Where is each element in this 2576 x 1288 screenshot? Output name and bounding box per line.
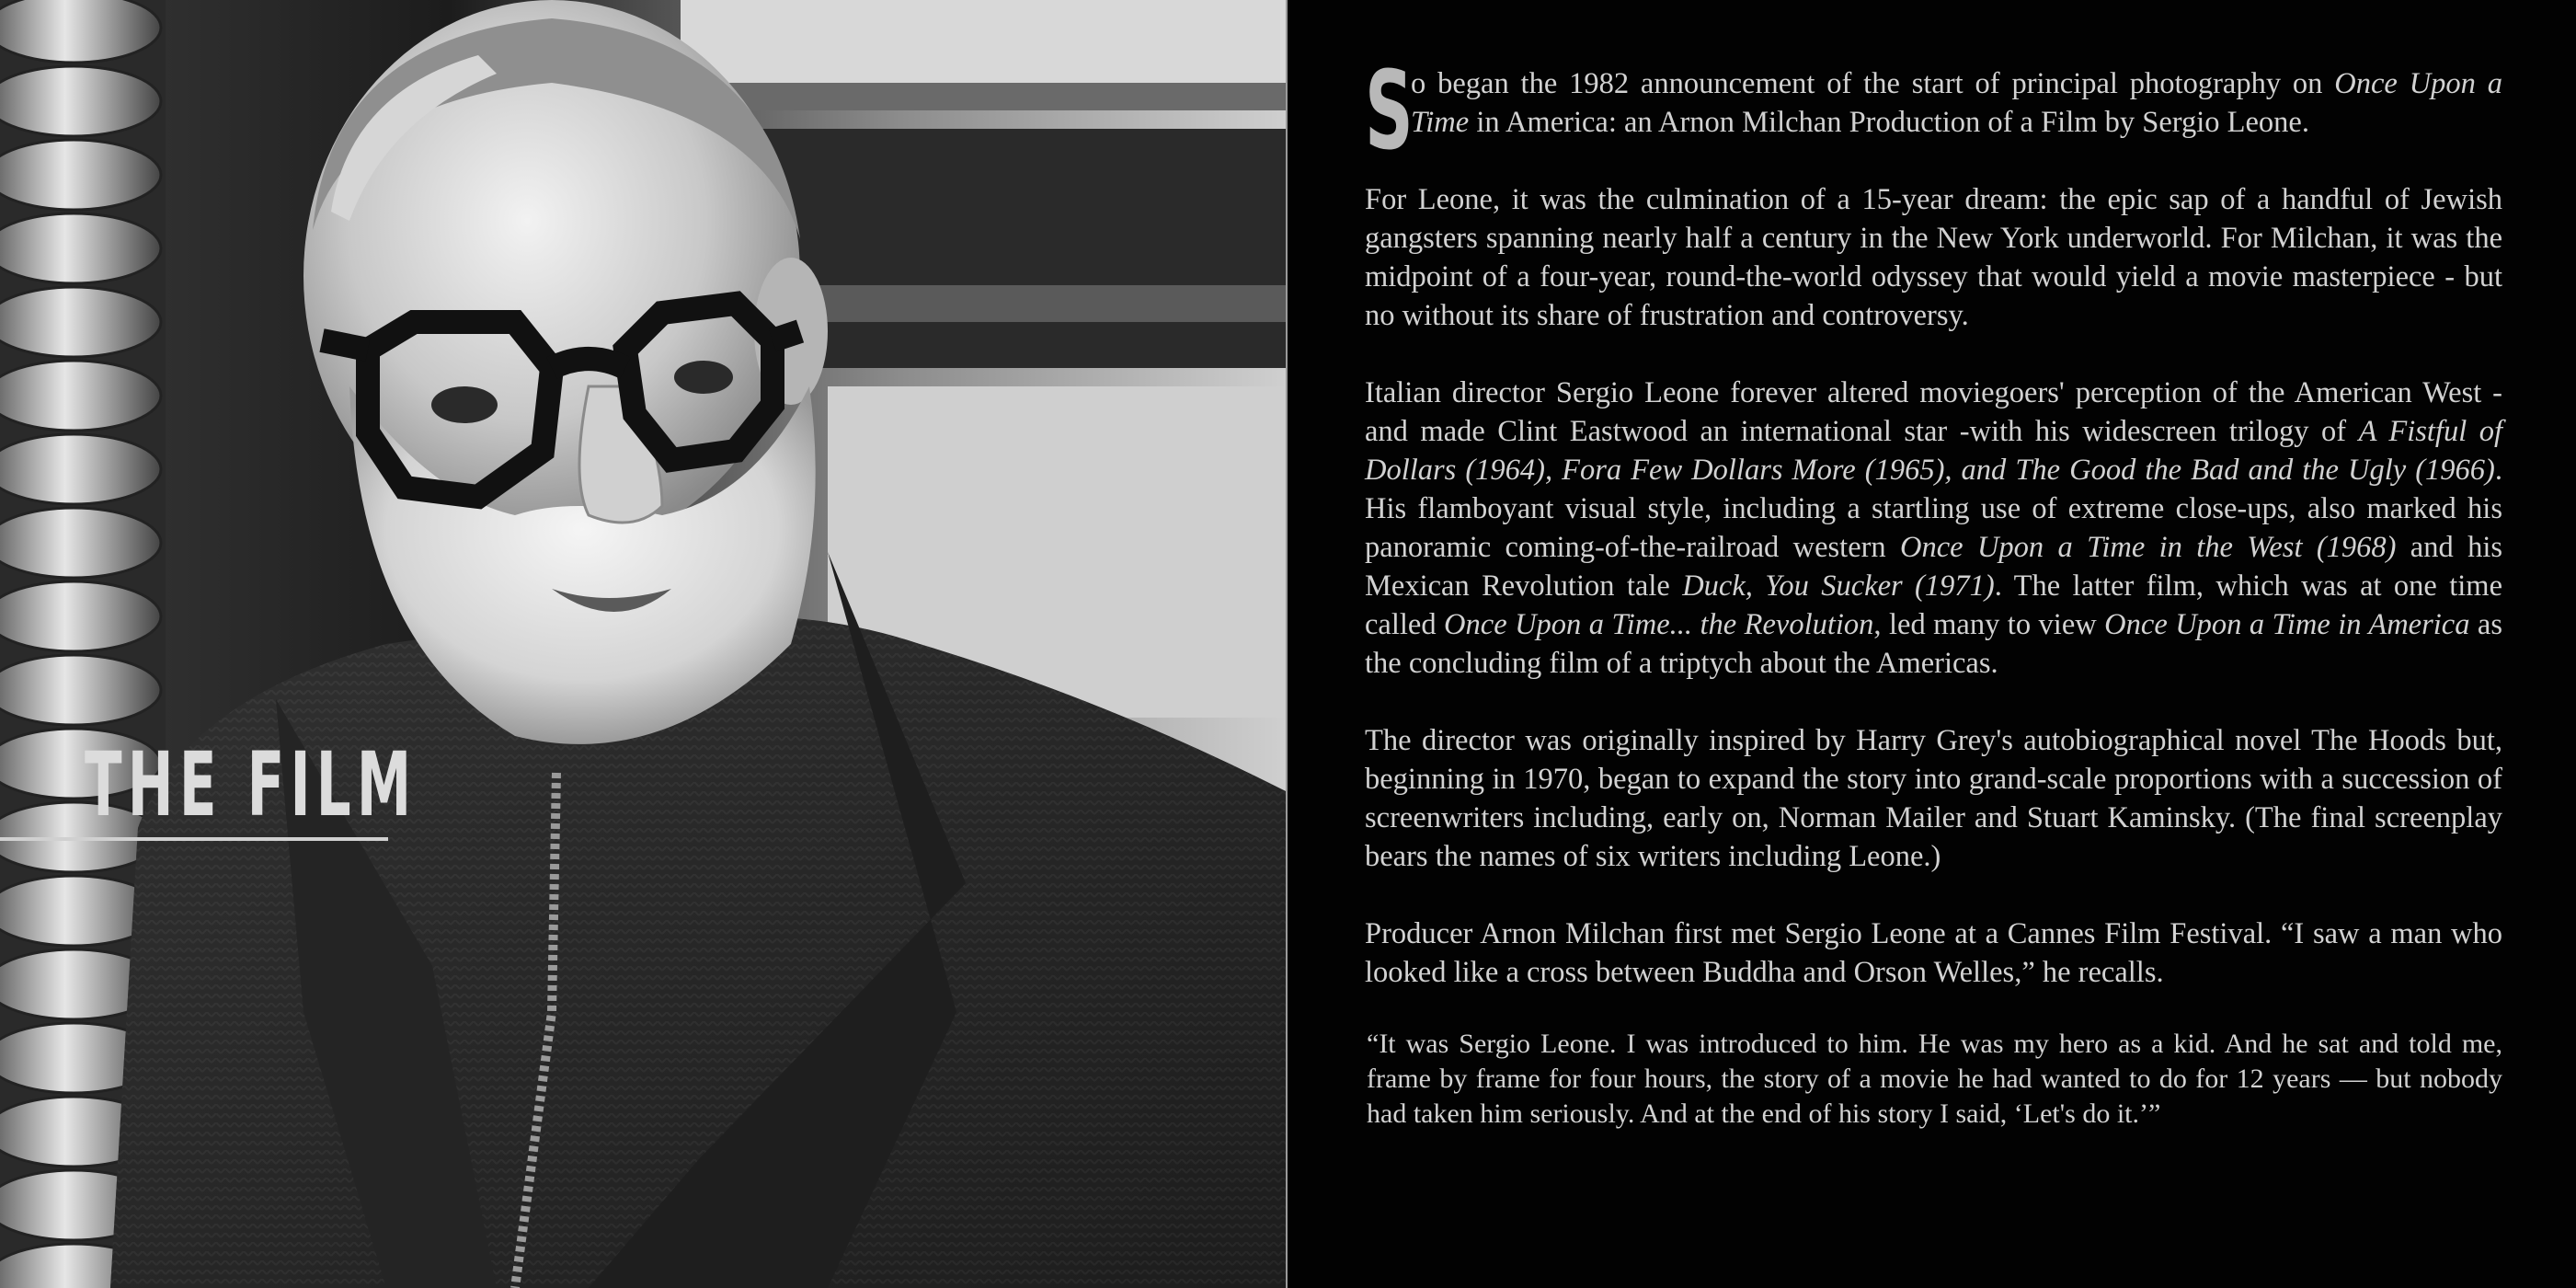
article-paragraph-5: Producer Arnon Milchan first met Sergio Leone at a Cannes Film Festival. “I saw a man who looked like a cross between Buddha and Orson Welles,” he recalls. xyxy=(1365,917,2502,989)
article-body xyxy=(1365,47,2502,1170)
article-paragraph-4: The director was originally inspired by Harry Grey's autobiographical novel The Hoods but, beginning in 1970, began to expand the story into grand-scale proportions with a succession of screenwriters including, early on, Norman Mailer and Stuart Kaminsky. (The final screenplay bears the names of six writers including Leone.) xyxy=(1365,724,2502,873)
portrait-illustration xyxy=(0,0,1286,1288)
portrait-photo xyxy=(0,0,1286,1288)
title-underline xyxy=(0,837,388,841)
article-paragraph-1: S o began the 1982 announcement of the start of principal photography on Once Upon a Time in America: an Arnon Milchan Production of a Film by Sergio Leone. xyxy=(1365,47,2502,174)
article-quote: “It was Sergio Leone. I was introduced to him. He was my hero as a kid. And he sat and told me, frame by frame for four hours, the story of a movie he had wanted to do for 12 years — but nobody had taken him seriously. And at the end of his story I said, ‘Let's do it.’” xyxy=(1367,1029,2502,1129)
article-paragraph-2: For Leone, it was the culmination of a 15-year dream: the epic sap of a handful of Jewish gangsters spanning nearly half a century in the New York underworld. For Milchan, it was the midpoint of a four-year, round-the-world odyssey that would yield a movie masterpiece - but no without its share of frustration and controversy. xyxy=(1365,183,2502,332)
article-paragraph-3: Italian director Sergio Leone forever altered moviegoers' perception of the American West -and made Clint Eastwood an international star -with his widescreen trilogy of A Fistful of Dollars (1964), Fora Few Dollars More (1965), and The Good the Bad and the Ugly (1966). His flamboyant visual style, including a startling use of extreme close-ups, also marked his panoramic coming-of-the-railroad western Once Upon a Time in the West (1968) and his Mexican Revolution tale Duck, You Sucker (1971). The latter film, which was at one time called Once Upon a Time... the Revolution, led many to view Once Upon a Time in America as the concluding film of a triptych about the Americas. xyxy=(1365,376,2502,680)
panel-divider xyxy=(1286,0,1288,1288)
drop-cap: S xyxy=(1365,47,1414,174)
section-title: THE FILM xyxy=(85,733,418,836)
